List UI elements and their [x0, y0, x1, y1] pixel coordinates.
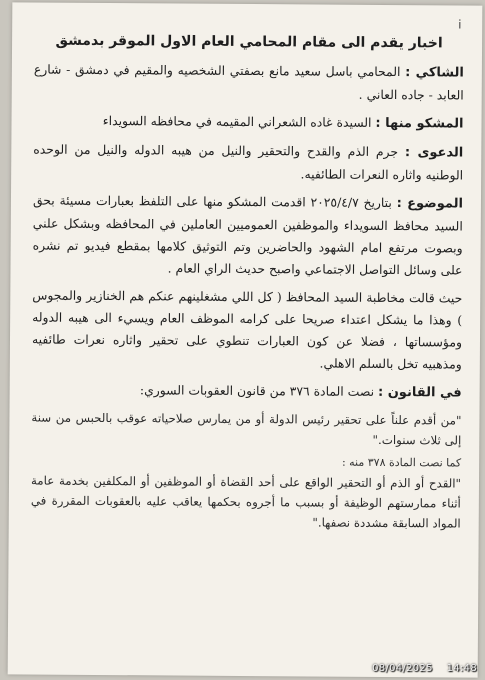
article-378-intro: كما نصت المادة ٣٧٨ منه :	[341, 455, 462, 470]
camera-timestamp	[372, 663, 477, 674]
subject-paragraph	[32, 190, 463, 282]
subject-label: الموضوع :	[396, 196, 463, 212]
document-body	[31, 25, 465, 540]
law-paragraph	[32, 379, 462, 405]
claim-label: الدعوى :	[404, 145, 464, 161]
plaintiff-label: الشاكي :	[405, 65, 464, 81]
law-text: نصت المادة ٣٧٦ من قانون العقوبات السوري:	[139, 382, 375, 399]
claim-text: جرم الذم والقدح والتحقير والنيل من هيبه الدوله والنيل من الوحده الوطنيه واثاره النعرات الطائفيه.	[33, 141, 464, 183]
article-378-quote: "القدح أو الذم أو التحقير الواقع على أحد القضاة أو الموظفين أو المكلفين بخدمة عامة أثناء ممارستهم الوظيفة أو بسبب ما أجروه بحكمها يعاقب عليه بالعقوبات المقررة في المواد السابقة مشددة نصفها."	[30, 473, 462, 531]
timestamp-time: 14:48	[446, 663, 477, 674]
defendant-text: السيدة غاده الشعراني المقيمه في محافظه السويداء	[102, 113, 372, 130]
plaintiff-text: المحامي باسل سعيد مانع بصفتي الشخصيه والمقيم في دمشق - شارع العابد - جاده العاني .	[33, 61, 464, 103]
document-title: اخبار يقدم الى مقام المحامي العام الاول الموقر بدمشق	[55, 32, 443, 52]
subject-text: بتاريخ ٢٠٢٥/٤/٧ اقدمت المشكو منها على التلفظ بعبارات مسيئة بحق السيد محافظ السويداء والموظفين العموميين العاملين في المحافظه وبشكل علني وبصوت مرتفع امام الشهود والحاضرين وتم التوثيق كلامها بمقطع فيديو تم نشره على وسائل التواصل الاجتماعي واصبح حديث الراي العام .	[32, 192, 463, 278]
claim-paragraph	[33, 139, 463, 187]
plaintiff-paragraph	[34, 59, 464, 107]
corner-mark: ⅰ	[458, 17, 462, 32]
defendant-paragraph	[33, 110, 463, 136]
law-label: في القانون :	[377, 384, 462, 401]
statement-paragraph: حيث قالت مخاطبة السيد المحافظ ( كل اللي مشغلينهم عنكم هم الخنازير والمجوس ) وهذا ما يشكل اعتداء صريحا على كرامه الموظف العام ويسيء الى هيبه الدوله ومؤسساتها ، فضلا عن كون العبارات تنطوي على تحقير واثاره نعرات طائفيه ومذهبيه تخل بالسلم الاهلي.	[31, 287, 463, 372]
timestamp-date: 08/04/2025	[372, 663, 433, 674]
document-page	[8, 2, 483, 677]
defendant-label: المشكو منها :	[375, 115, 464, 132]
article-376-quote: "من أقدم علناً على تحقير رئيس الدولة أو من يمارس صلاحياته عوقب بالحبس من سنة إلى ثلاث سنوات."	[31, 410, 462, 448]
